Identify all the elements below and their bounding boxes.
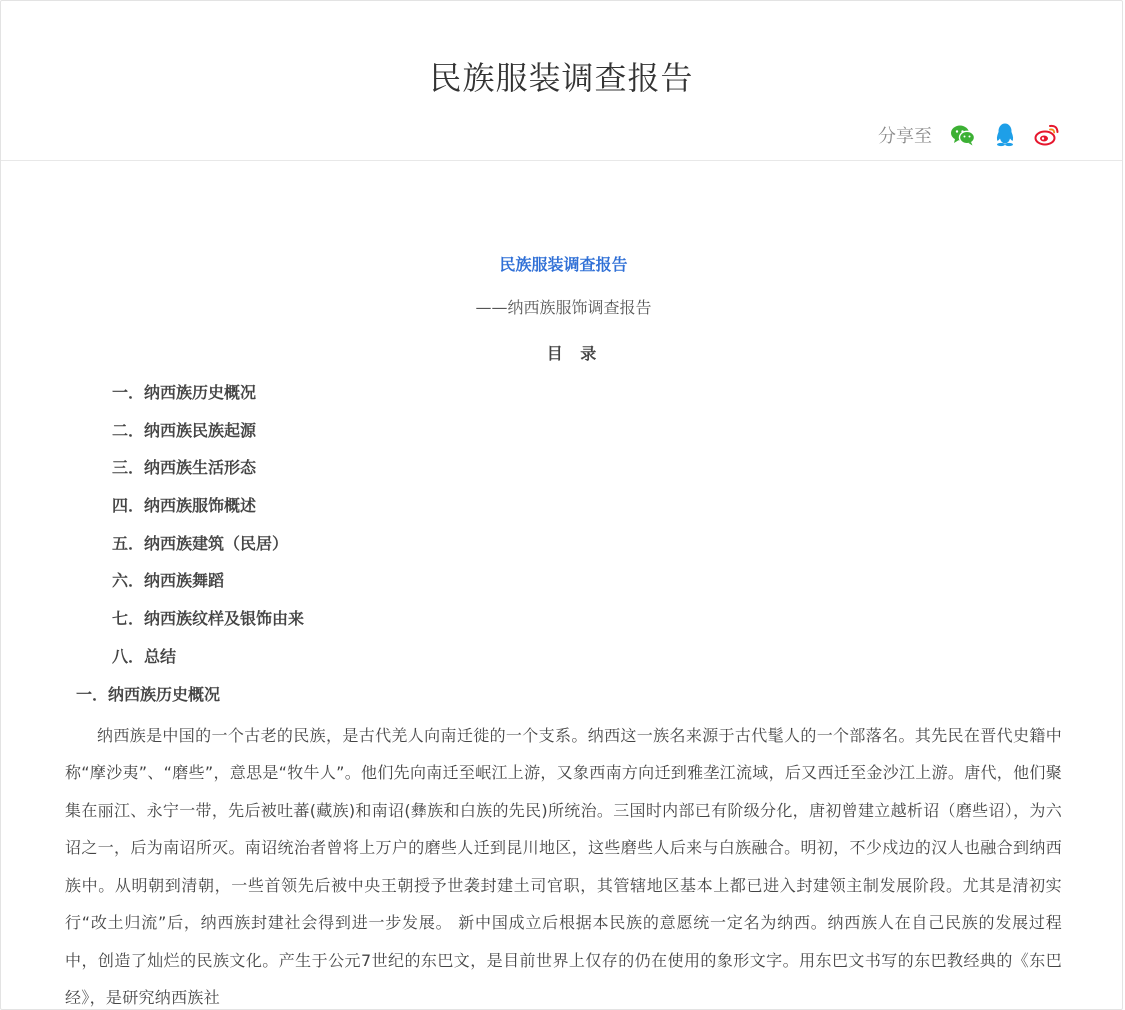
toc-item: 七．纳西族纹样及银饰由来 bbox=[112, 605, 1062, 643]
page-title: 民族服装调查报告 bbox=[1, 53, 1122, 99]
toc-item: 二．纳西族民族起源 bbox=[112, 417, 1062, 455]
toc-item: 一．纳西族历史概况 bbox=[112, 379, 1062, 417]
toc-heading: 目 录 bbox=[65, 341, 1062, 367]
wechat-icon[interactable] bbox=[950, 122, 976, 148]
toc-item: 五．纳西族建筑（民居） bbox=[112, 530, 1062, 568]
table-of-contents bbox=[65, 379, 1062, 681]
qq-icon[interactable] bbox=[992, 122, 1018, 148]
article-header bbox=[1, 1, 1122, 161]
toc-item: 三．纳西族生活形态 bbox=[112, 454, 1062, 492]
section-paragraph: 纳西族是中国的一个古老的民族，是古代羌人向南迁徙的一个支系。纳西这一族名来源于古代髦人的一个部落名。其先民在晋代史籍中称“摩沙夷”、“磨些”，意思是“牧牛人”。他们先向南迁至岷江上游，又象西南方向迁到雅垄江流域，后又西迁至金沙江上游。唐代，他们聚集在丽江、永宁一带，先后被吐蕃(藏族)和南诏(彝族和白族的先民)所统治。三国时内部已有阶级分化，唐初曾建立越析诏（磨些诏），为六诏之一，后为南诏所灭。南诏统治者曾将上万户的磨些人迁到昆川地区，这些磨些人后来与白族融合。明初，不少戍边的汉人也融合到纳西族中。从明朝到清朝，一些首领先后被中央王朝授予世袭封建土司官职，其管辖地区基本上都已进入封建领主制发展阶段。尤其是清初实行“改土归流”后，纳西族封建社会得到进一步发展。 新中国成立后根据本民族的意愿统一定名为纳西。纳西族人在自己民族的发展过程中，创造了灿烂的民族文化。产生于公元7世纪的东巴文，是目前世界上仅存的仍在使用的象形文字。用东巴文书写的东巴教经典的《东巴经》，是研究纳西族社 bbox=[65, 717, 1062, 1010]
weibo-icon[interactable] bbox=[1034, 122, 1060, 148]
share-bar bbox=[878, 122, 1060, 148]
share-label: 分享至 bbox=[878, 122, 932, 148]
document-subtitle: ——纳西族服饰调查报告 bbox=[65, 296, 1062, 320]
article-content bbox=[65, 251, 1062, 1010]
section-heading: 一．纳西族历史概况 bbox=[76, 681, 1062, 717]
toc-item: 六．纳西族舞蹈 bbox=[112, 567, 1062, 605]
toc-item: 八．总结 bbox=[112, 643, 1062, 681]
document-title: 民族服装调查报告 bbox=[65, 251, 1062, 279]
toc-item: 四．纳西族服饰概述 bbox=[112, 492, 1062, 530]
